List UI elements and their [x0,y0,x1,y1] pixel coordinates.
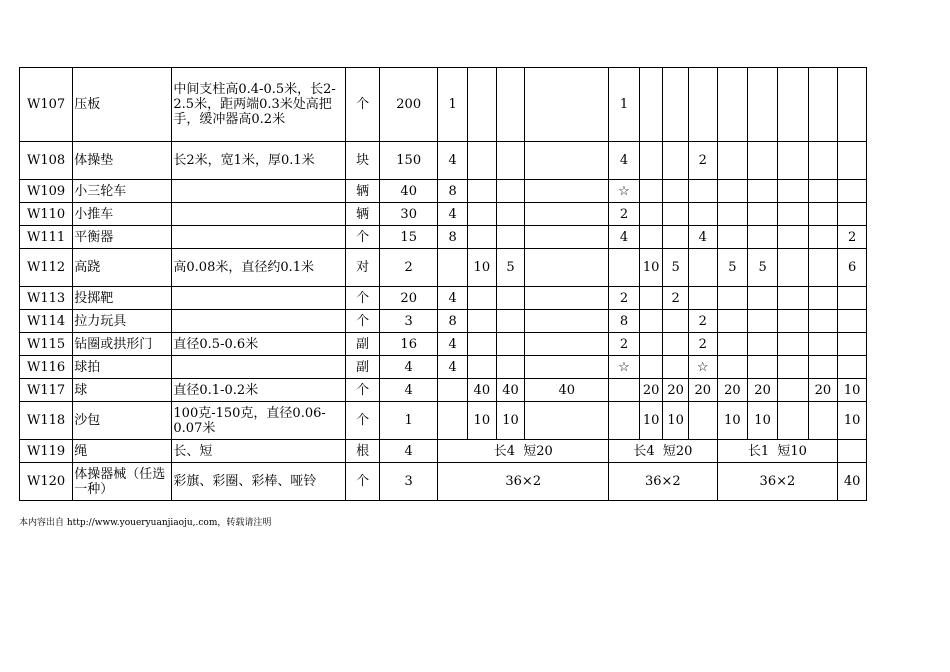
row-cell [748,68,778,142]
row-cell: 5 [717,249,748,287]
row-cell [609,379,640,402]
row-cell [717,142,748,180]
row-qty: 20 [380,287,438,310]
row-name: 绳 [73,440,172,463]
row-unit: 个 [346,68,380,142]
row-code: W117 [20,379,73,402]
table-row [20,142,867,180]
row-cell [808,203,838,226]
row-code: W119 [20,440,73,463]
row-cell [663,333,689,356]
row-qty: 2 [380,249,438,287]
row-code: W110 [20,203,73,226]
row-cell [838,142,867,180]
row-cell: 2 [688,310,717,333]
row-cell: 10 [468,402,497,440]
row-cell: 10 [838,402,867,440]
row-cell: 4 [438,287,468,310]
row-cell [838,68,867,142]
row-cell: 10 [639,249,663,287]
row-cell: 4 [438,356,468,379]
row-cell [838,333,867,356]
row-cell [748,287,778,310]
row-cell [438,402,468,440]
row-cell [468,310,497,333]
row-unit: 辆 [346,203,380,226]
row-code: W112 [20,249,73,287]
row-cell [688,249,717,287]
row-cell: 6 [838,249,867,287]
row-unit: 个 [346,463,380,501]
row-unit: 个 [346,310,380,333]
row-cell [808,142,838,180]
row-cell [496,203,525,226]
row-cell: 40 [838,463,867,501]
row-cell [777,379,808,402]
row-cell [496,310,525,333]
row-name: 压板 [73,68,172,142]
row-qty: 16 [380,333,438,356]
row-cell [496,356,525,379]
table-row [20,333,867,356]
row-cell: 4 [688,226,717,249]
row-qty: 3 [380,463,438,501]
row-cell [468,287,497,310]
row-unit: 对 [346,249,380,287]
row-cell [496,142,525,180]
table-row [20,287,867,310]
row-cell [838,440,867,463]
row-spec: 彩旗、彩圈、彩棒、哑铃 [172,463,346,501]
row-unit: 块 [346,142,380,180]
row-qty: 40 [380,180,438,203]
row-cell [639,226,663,249]
row-cell: 2 [688,333,717,356]
row-cell [525,287,609,310]
table-body-tail [20,440,867,501]
row-cell [663,68,689,142]
row-cell [468,226,497,249]
row-cell: 10 [717,402,748,440]
row-unit: 辆 [346,180,380,203]
row-cell: 20 [688,379,717,402]
row-cell [438,379,468,402]
row-cell [838,180,867,203]
group-cell-3: 长1 短10 [717,440,838,463]
row-cell [525,356,609,379]
row-cell [639,287,663,310]
row-cell [717,356,748,379]
row-cell: 2 [688,142,717,180]
row-unit: 根 [346,440,380,463]
table-row [20,180,867,203]
row-cell [496,333,525,356]
row-cell [777,203,808,226]
row-spec: 中间支柱高0.4-0.5米，长2-2.5米，距两端0.3米处高把手，缓冲器高0.2米 [172,68,346,142]
row-cell: 8 [609,310,640,333]
row-cell [496,68,525,142]
row-cell [717,180,748,203]
row-cell [468,180,497,203]
row-spec: 长2米，宽1米，厚0.1米 [172,142,346,180]
row-cell [639,333,663,356]
row-spec [172,203,346,226]
row-cell: 4 [609,142,640,180]
row-code: W116 [20,356,73,379]
row-qty: 30 [380,203,438,226]
row-unit: 个 [346,287,380,310]
row-cell: 1 [609,68,640,142]
row-cell [525,180,609,203]
row-cell [525,226,609,249]
row-qty: 1 [380,402,438,440]
row-cell [777,310,808,333]
row-cell [777,402,808,440]
row-qty: 3 [380,310,438,333]
row-cell: 20 [717,379,748,402]
row-cell [496,226,525,249]
group-cell-2: 36×2 [609,463,717,501]
row-cell [688,180,717,203]
row-cell [808,402,838,440]
row-name: 小推车 [73,203,172,226]
row-cell [525,142,609,180]
row-spec: 100克-150克，直径0.06-0.07米 [172,402,346,440]
row-name: 体操垫 [73,142,172,180]
row-cell [748,142,778,180]
row-code: W114 [20,310,73,333]
row-spec [172,356,346,379]
row-spec [172,287,346,310]
row-cell [748,203,778,226]
table-row [20,249,867,287]
row-name: 球拍 [73,356,172,379]
row-cell: 10 [639,402,663,440]
row-unit: 副 [346,333,380,356]
row-cell: 8 [438,180,468,203]
row-cell [777,180,808,203]
table-row [20,310,867,333]
row-cell [468,356,497,379]
row-unit: 个 [346,379,380,402]
row-cell [808,249,838,287]
row-cell [777,249,808,287]
row-cell [748,333,778,356]
table-row [20,440,867,463]
row-cell [717,333,748,356]
row-cell [838,287,867,310]
row-code: W107 [20,68,73,142]
row-spec: 直径0.5-0.6米 [172,333,346,356]
row-cell [808,310,838,333]
row-cell: 8 [438,226,468,249]
row-code: W118 [20,402,73,440]
row-cell [496,287,525,310]
row-cell: 40 [468,379,497,402]
row-qty: 200 [380,68,438,142]
group-cell-1: 36×2 [438,463,609,501]
row-cell [688,287,717,310]
row-qty: 4 [380,379,438,402]
row-cell [663,226,689,249]
row-cell: 10 [748,402,778,440]
row-cell [808,226,838,249]
row-cell: 20 [639,379,663,402]
row-cell: 4 [609,226,640,249]
row-cell [777,68,808,142]
row-cell [663,203,689,226]
row-cell [639,310,663,333]
row-cell [639,203,663,226]
row-code: W111 [20,226,73,249]
row-cell: 5 [663,249,689,287]
row-qty: 4 [380,440,438,463]
row-cell [468,203,497,226]
row-cell [748,180,778,203]
row-spec [172,226,346,249]
row-cell: 8 [438,310,468,333]
row-name: 平衡器 [73,226,172,249]
row-spec [172,180,346,203]
row-cell [639,356,663,379]
row-cell: 2 [609,333,640,356]
row-qty: 150 [380,142,438,180]
row-qty: 4 [380,356,438,379]
row-cell [688,203,717,226]
row-cell: 4 [438,142,468,180]
row-cell [663,310,689,333]
row-unit: 个 [346,226,380,249]
row-cell [639,142,663,180]
row-cell: ☆ [688,356,717,379]
row-cell [717,68,748,142]
row-cell [609,402,640,440]
row-cell: 10 [468,249,497,287]
table-row [20,402,867,440]
source-footnote: 本内容出自 http://www.youeryuanjiaoju,.com，转载请注明 [19,518,272,528]
row-cell: 20 [663,379,689,402]
row-cell [838,203,867,226]
row-code: W108 [20,142,73,180]
row-cell [468,68,497,142]
row-name: 小三轮车 [73,180,172,203]
row-cell [525,402,609,440]
row-cell: 4 [438,203,468,226]
row-cell [525,249,609,287]
row-cell: 40 [525,379,609,402]
table-row [20,379,867,402]
row-name: 高跷 [73,249,172,287]
row-name: 球 [73,379,172,402]
row-cell [748,310,778,333]
row-cell [838,310,867,333]
row-cell [688,68,717,142]
row-cell [663,180,689,203]
row-cell [808,356,838,379]
row-cell: 20 [808,379,838,402]
row-code: W109 [20,180,73,203]
row-cell [438,249,468,287]
row-cell [808,180,838,203]
row-unit: 个 [346,402,380,440]
table-row [20,226,867,249]
row-cell: 20 [748,379,778,402]
row-cell: 1 [438,68,468,142]
group-cell-2: 长4 短20 [609,440,717,463]
row-cell [717,203,748,226]
row-unit: 副 [346,356,380,379]
group-cell-1: 长4 短20 [438,440,609,463]
row-cell: 40 [496,379,525,402]
row-name: 拉力玩具 [73,310,172,333]
table-row [20,203,867,226]
row-name: 沙包 [73,402,172,440]
row-cell [808,68,838,142]
row-cell [777,333,808,356]
row-cell: 2 [609,203,640,226]
row-cell [777,226,808,249]
row-cell: 10 [496,402,525,440]
row-spec: 高0.08米，直径约0.1米 [172,249,346,287]
row-code: W120 [20,463,73,501]
row-cell: 10 [838,379,867,402]
row-cell [808,333,838,356]
row-cell: 5 [748,249,778,287]
row-cell [717,287,748,310]
row-cell [838,356,867,379]
row-cell [496,180,525,203]
row-cell [748,226,778,249]
row-cell: 4 [438,333,468,356]
row-cell [777,356,808,379]
group-cell-3: 36×2 [717,463,838,501]
table-row [20,68,867,142]
row-cell [525,68,609,142]
table-body [20,68,867,440]
row-cell [639,180,663,203]
row-cell: 2 [838,226,867,249]
row-cell [663,142,689,180]
row-code: W115 [20,333,73,356]
row-cell: ☆ [609,180,640,203]
row-cell [717,310,748,333]
row-code: W113 [20,287,73,310]
row-cell: 2 [663,287,689,310]
row-cell [663,356,689,379]
row-cell [777,142,808,180]
row-cell [808,287,838,310]
row-name: 投掷靶 [73,287,172,310]
row-qty: 15 [380,226,438,249]
row-name: 体操器械（任选一种） [73,463,172,501]
row-cell: 2 [609,287,640,310]
row-cell [468,333,497,356]
row-cell [639,68,663,142]
row-cell [777,287,808,310]
row-spec [172,310,346,333]
row-cell [525,203,609,226]
row-cell [748,356,778,379]
row-cell [525,310,609,333]
row-cell: 10 [663,402,689,440]
equipment-table [19,67,867,501]
table-row [20,463,867,501]
row-cell: 5 [496,249,525,287]
row-cell [609,249,640,287]
row-name: 钻圈或拱形门 [73,333,172,356]
row-cell [468,142,497,180]
row-cell [688,402,717,440]
row-cell [525,333,609,356]
table-row [20,356,867,379]
row-cell [717,226,748,249]
row-cell: ☆ [609,356,640,379]
row-spec: 长、短 [172,440,346,463]
row-spec: 直径0.1-0.2米 [172,379,346,402]
